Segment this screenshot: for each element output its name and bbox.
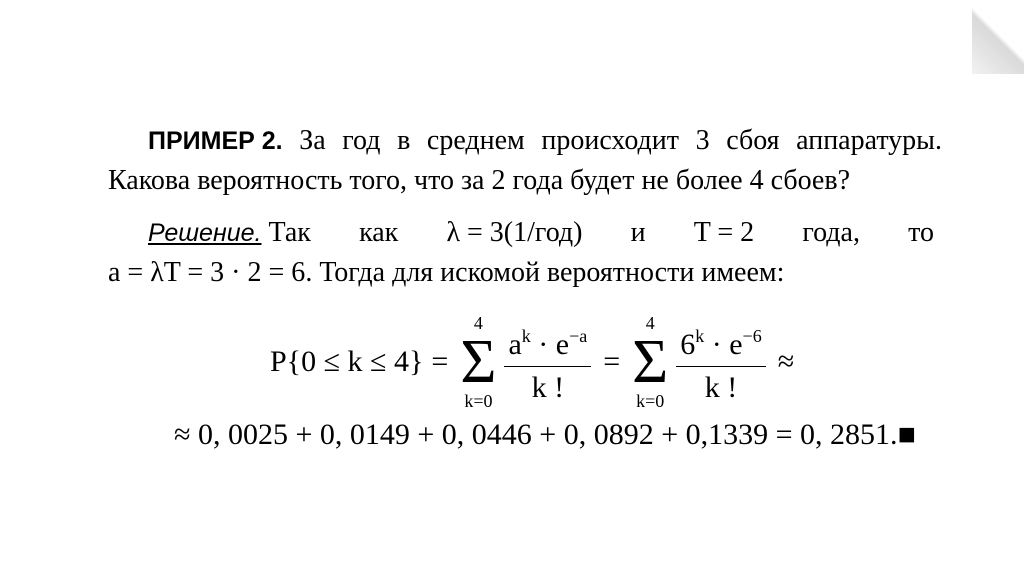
sigma-symbol: Σ <box>460 328 497 396</box>
fraction-denominator: k ! <box>531 371 565 404</box>
example-label: ПРИМЕР 2. <box>148 127 283 155</box>
sum-upper-limit: 4 <box>645 313 655 333</box>
sum-upper-limit: 4 <box>473 313 483 333</box>
word: 3 <box>695 125 710 156</box>
word: происходит <box>541 125 679 156</box>
word: года, <box>802 217 860 248</box>
sum-operator-2 <box>632 313 668 411</box>
sum-operator-1 <box>460 313 496 411</box>
word: За <box>299 125 326 156</box>
equals-sign: = <box>431 345 449 378</box>
sigma-symbol: Σ <box>632 328 669 396</box>
solution-text: . Тогда для искомой вероятности имеем: <box>305 257 785 288</box>
word: сбоя <box>726 125 780 156</box>
lambda-expression: λ = 3(1/год) <box>446 217 583 248</box>
fraction-2 <box>676 319 765 405</box>
num-exponent: k <box>695 326 705 346</box>
fraction-numerator <box>676 319 765 367</box>
fraction-1 <box>504 319 591 405</box>
fraction-numerator <box>504 319 591 367</box>
num-middle: · e <box>704 328 743 361</box>
example-line-2: Какова вероятность того, что за 2 года будет не более 4 сбоев? <box>108 165 850 196</box>
num-exponent: −6 <box>742 326 762 346</box>
equals-sign: = <box>603 345 621 378</box>
num-exponent: −a <box>569 326 588 346</box>
end-of-proof-mark: ■ <box>897 418 916 451</box>
word: и <box>630 217 646 248</box>
solution-line-1 <box>148 216 934 250</box>
word: год <box>342 125 381 156</box>
word: то <box>908 217 934 248</box>
num-middle: · e <box>530 328 570 361</box>
word: как <box>359 217 399 248</box>
num-exponent: k <box>521 326 531 346</box>
num-base: a <box>508 328 522 361</box>
a-formula: a = λT = 3 · 2 = 6 <box>108 257 306 288</box>
result-line <box>174 418 916 452</box>
word: в <box>397 125 411 156</box>
sum-lower-limit: k=0 <box>464 391 493 411</box>
page-curl-decoration <box>972 0 1024 74</box>
result-sum: ≈ 0, 0025 + 0, 0149 + 0, 0446 + 0, 0892 + 0,1339 = 0, 2851. <box>174 418 898 451</box>
fraction-denominator: k ! <box>704 371 738 404</box>
sum-lower-limit: k=0 <box>636 391 665 411</box>
solution-line-2 <box>108 256 784 290</box>
approx-sign: ≈ <box>777 345 795 378</box>
word: Так <box>268 217 311 248</box>
word: среднем <box>426 125 525 156</box>
num-base: 6 <box>680 328 696 361</box>
formula-lhs: P{0 ≤ k ≤ 4} <box>270 345 424 378</box>
probability-formula <box>270 312 802 412</box>
word: аппаратуры. <box>796 125 942 156</box>
t-expression: T = 2 <box>693 217 755 248</box>
solution-label: Решение. <box>148 219 262 247</box>
solution-group <box>148 216 311 250</box>
example-line-1 <box>148 124 942 158</box>
